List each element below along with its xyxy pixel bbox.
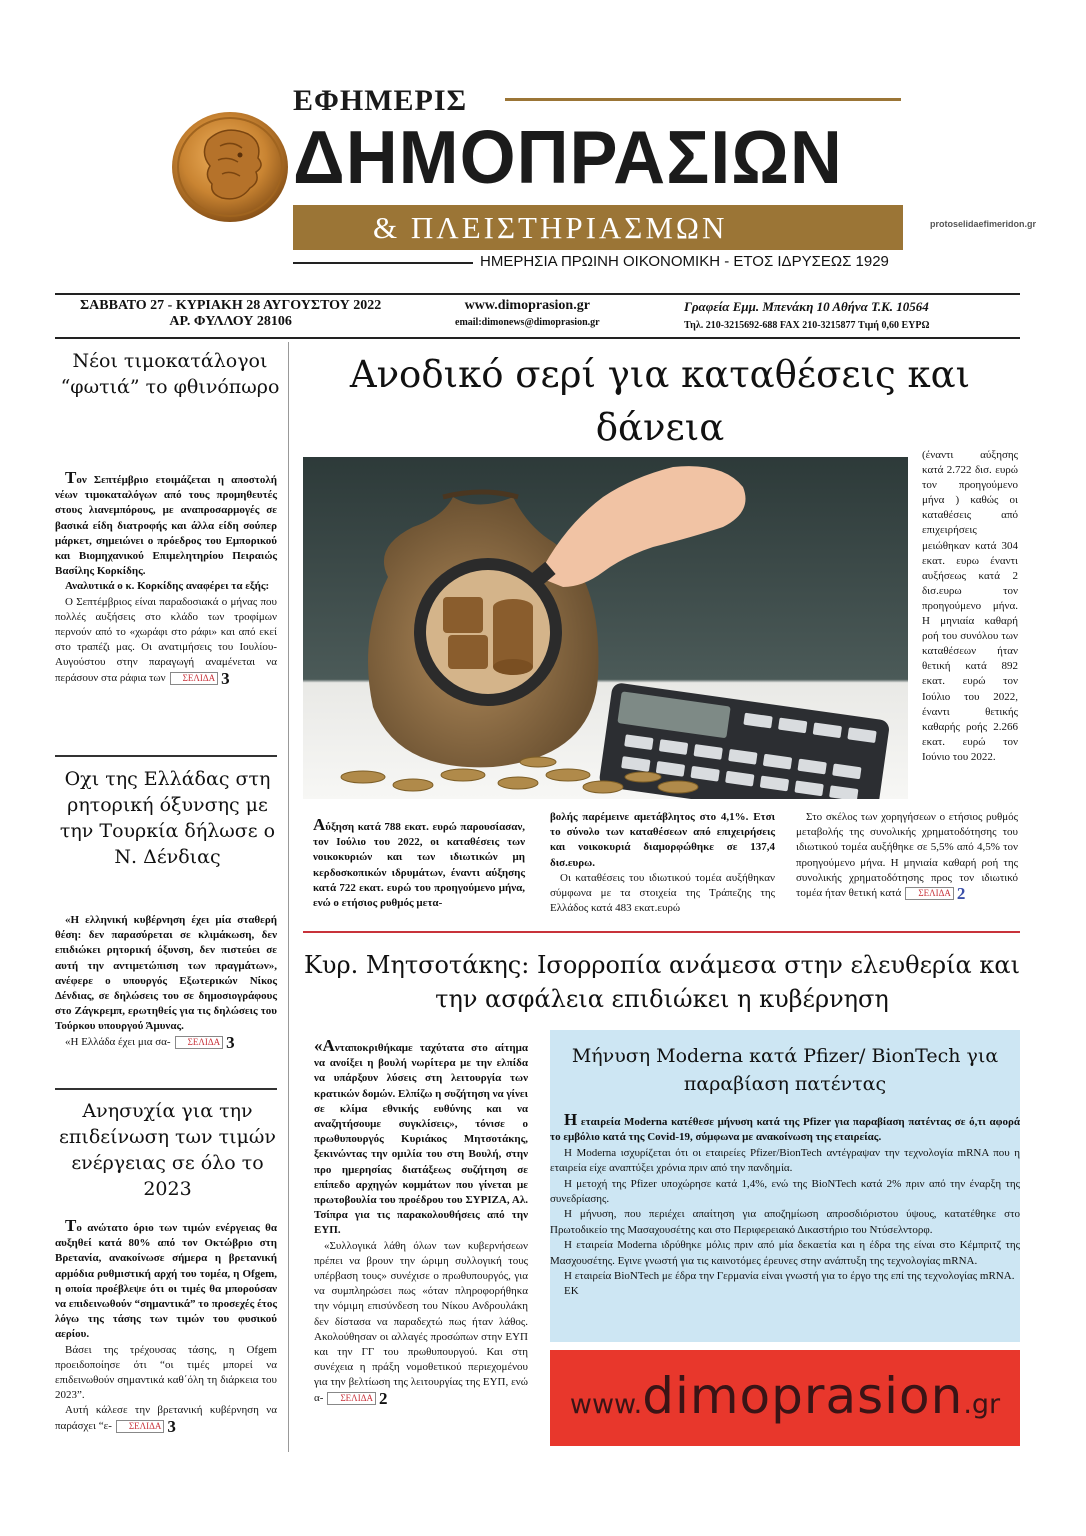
source-watermark: protoselidaefimeridon.gr <box>930 219 1037 229</box>
issue-number: ΑΡ. ΦΥΛΛΟΥ 28106 <box>169 314 292 329</box>
left-divider-1 <box>55 755 277 757</box>
moderna-p2: Η μετοχή της Pfizer υποχώρησε κατά 1,4%, ενώ της BioNTech κατά 2% πριν από την έναρξη της συνεδρίασης. <box>550 1177 1020 1206</box>
left1-p3: Ο Σεπτέμβριος είναι παραδοσιακά ο μήνας που πολλές αυξήσεις στο κλάδο των τροφίμων περνούν από το «χωράφι στο ράφι» και από εκεί στο τραπέζι μας. Οι ανατιμήσεις του Ιουλίου-Αυγούστου στην παραγωγή αναμένεται να περάσουν στα ράφια των <box>55 595 277 684</box>
office-address: Γραφεία Εμμ. Μπενάκη 10 Αθήνα Τ.Κ. 10564 <box>684 299 929 314</box>
main-col-3 <box>796 810 1018 904</box>
mitsotakis-lead: νταποκριθήκαμε ταχύτατα στο αίτημα να ανοίξει η βουλή νωρίτερα με την ελπίδα να υπάρξουν λύσεις στη λειτουργία των κρατικών δομών. Ελπίζω η συζήτηση να γίνει σε κλίμα εθνικής ευθύνης και να αναζητήσουμε συγκλίσεις», τόνισε ο πρωθυπουργός Κυριάκος Μητσοτάκης, ξεκινώντας την ομιλία του στη Βουλή, στην προ ημερησίας διατάξεως συζήτηση σε επίπεδο αρχηγών κομμάτων που γίνεται με πρωτοβουλία του προέδρου του ΣΥΡΙΖΑ, Αλ. Τσίπρα για τις παρακολουθήσεις από την ΕΥΠ. <box>314 1042 528 1237</box>
moderna-article <box>550 1112 1020 1300</box>
main-dropcap: Α <box>313 815 326 834</box>
dimoprasion-ad-banner[interactable] <box>550 1350 1020 1446</box>
mitsotakis-p2: «Συλλογικά λάθη όλων των κυβερνήσεων πρέπει να βρουν την ώριμη συλλογική τους υπέρβαση τους» συνέχισε ο πρωθυπουργός, για να συμπληρώσει πως «όταν πληροφορήθηκα την νόμιμη επισύνδεση του Νίκου Ανδρουλάκη δεν δίστασα να παραδεχτώ πως ήταν λάθος. Ακολούθησαν οι αλλαγές προσώπων στην ΕΥΠ και την ΓΓ του πρωθυπουργού. Και στη συνέχεια η πράξη νομοθετικού περιεχομένου για την βελτίωση της λειτουργίας της ΕΥΠ, ενώ α- <box>314 1239 528 1404</box>
office-block <box>684 298 930 334</box>
ad-name: dimoprasion <box>642 1367 964 1425</box>
mitsotakis-article <box>314 1038 528 1406</box>
office-phone: Τηλ. 210-3215692-688 FAX 210-3215877 Τιμή 0,60 ΕΥΡΩ <box>684 320 930 331</box>
left2-article <box>55 913 277 1050</box>
masthead-title: ΔΗΜΟΠΡΑΣΙΩΝ <box>293 115 843 199</box>
money-bag-photo <box>303 457 908 799</box>
left1-dropcap: Τ <box>65 468 77 487</box>
infobar-top-rule <box>55 293 1020 295</box>
masthead-tagline: ΗΜΕΡΗΣΙΑ ΠΡΩΙΝΗ ΟΙΚΟΝΟΜΙΚΗ - ΕΤΟΣ ΙΔΡΥΣΕΩΣ 1929 <box>480 253 889 270</box>
masthead-ephimeris: ΕΦΗΜΕΡΙΣ <box>293 84 468 117</box>
left3-headline[interactable]: Ανησυχία για την επιδείνωση των τιμών ενέργειας σε όλο το 2023 <box>59 1100 276 1200</box>
website-link[interactable]: www.dimoprasion.gr <box>464 298 590 313</box>
left3-p2: Βάσει της τρέχουσας τάσης, η Ofgem προειδοποίησε ότι “οι τιμές μπορεί να επιδεινωθούν σημαντικά καθ΄όλη τη διάρκεια του 2023”. <box>55 1343 277 1402</box>
page-ref[interactable]: 2 <box>956 884 966 904</box>
moderna-p5: Η εταιρεία BioNTech με έδρα την Γερμανία είναι γνωστή για το έργο της επί της τεχνολογίας mRNA. <box>564 1270 1015 1283</box>
continue-badge[interactable]: ΣΕΛΙΔΑ <box>170 672 219 685</box>
main-col1-text: ύξηση κατά 788 εκατ. ευρώ παρουσίασαν, τον Ιούλιο του 2022, οι καταθέσεις των νοικοκυριών και των ιδιωτικών μη κερδοσκοπικών ιδρυμάτων, έναντι αύξησης κατά 722 εκατ. ευρώ του προηγούμενο μήνα, ενώ ο ετήσιος ρυθμός μετα- <box>313 821 525 910</box>
issue-date <box>80 298 381 330</box>
masthead-subtitle: & ΠΛΕΙΣΤΗΡΙΑΣΜΩΝ <box>293 205 903 250</box>
moderna-p1: Η Moderna ισχυρίζεται ότι οι εταιρείες Pfizer/BionTech αντέγραψαν την τεχνολογία mRNA που η εταιρεία είχε αναπτύξει χρόνια πριν από την πανδημία. <box>550 1146 1020 1175</box>
coin-logo <box>170 110 290 225</box>
main-col3-text: Στο σκέλος των χορηγήσεων ο ετήσιος ρυθμός μεταβολής της συνολικής χρηματοδότησης του ιδιωτικού τομέα αυξήθηκε σε 5,5% από 4,5% τον προηγούμενο μήνα. Η μηνιαία καθαρή ροή της συνολικής χρηματοδότησης προς τον ιδιωτικό τομέα ήταν θετική κατά <box>796 811 1018 900</box>
left1-lead: ον Σεπτέμβριο ετοιμάζεται η αποστολή νέων τιμοκαταλόγων από τους προμηθευτές στους λιανεμπόρους, με αναπροσαρμογές σε βασικά είδη διατροφής και άλλα είδη σούπερ μάρκετ, σημειώνει ο πρόεδρος του Εμπορικού και Βιομηχανικού Επιμελητηρίου Πειραιώς Βασίλης Κορκίδης. <box>55 474 277 578</box>
moderna-box <box>550 1030 1020 1342</box>
left3-p3: Αυτή κάλεσε την βρετανική κυβέρνηση να παράσχει “ε- <box>55 1404 277 1432</box>
infobar-bottom-rule <box>55 337 1020 339</box>
page-ref[interactable]: 3 <box>226 1032 235 1052</box>
ad-text <box>550 1350 1020 1446</box>
ad-www: www. <box>569 1389 643 1420</box>
moderna-dropcap: Η <box>564 1110 578 1129</box>
left1-article <box>55 470 277 686</box>
left2-headline[interactable]: Οχι της Ελλάδας στη ρητορική όξυνσης με την Τουρκία δήλωσε ο Ν. Δένδιας <box>59 768 276 868</box>
continue-badge[interactable]: ΣΕΛΙΔΑ <box>116 1420 165 1433</box>
moderna-headline[interactable]: Μήνυση Moderna κατά Pfizer/ BionTech για παραβίαση πατέντας <box>571 1045 999 1095</box>
continue-badge[interactable]: ΣΕΛΙΔΑ <box>327 1392 376 1405</box>
main-headline[interactable]: Ανοδικό σερί για καταθέσεις και δάνεια <box>349 353 971 449</box>
moderna-p3: Η μήνυση, που περιέχει απαίτηση για αποζημίωση απροσδιόριστου ύψους, κατατέθηκε στο Πρωτοδικείο της Μασαχουσέτης και στο Περιφερειακό Δικαστήριο του Ντύσελντορφ. <box>550 1208 1020 1236</box>
left1-headline[interactable]: Νέοι τιμοκατάλογοι “φωτιά” το φθινόπωρο <box>60 350 280 398</box>
left-divider-2 <box>55 1088 277 1090</box>
date-text: ΣΑΒΒΑΤΟ 27 - ΚΥΡΙΑΚΗ 28 ΑΥΓΟΥΣΤΟΥ 2022 <box>80 298 382 313</box>
mitsotakis-dropcap: «Α <box>314 1036 335 1055</box>
continue-badge[interactable]: ΣΕΛΙΔΑ <box>905 887 954 900</box>
page-ref[interactable]: 3 <box>167 1416 176 1436</box>
page-ref[interactable]: 3 <box>221 668 230 688</box>
left3-dropcap: Τ <box>65 1216 77 1235</box>
main-col-1 <box>313 817 525 911</box>
main-col2a: βολής παρέμεινε αμετάβλητος στο 4,1%. Ετσι το σύνολο των καταθέσεων από επιχειρήσεις και νοικοκυριά διαμορφώθηκε σε 137,4 δισ.ευρω. <box>550 811 775 869</box>
ad-tld: .gr <box>963 1389 1001 1420</box>
page-ref[interactable]: 2 <box>378 1388 388 1408</box>
moderna-lead: εταιρεία Moderna κατέθεσε μήνυση κατά της Pfizer για παραβίαση πατέντας σε ό,τι αφορά το εμβόλιο κατά της Covid-19, σύμφωνα με ανακοίνωση της εταιρείας. <box>550 1116 1020 1144</box>
left2-lead: «Η ελληνική κυβέρνηση έχει μία σταθερή θέση: δεν παρασύρεται σε κλιμάκωση, δεν επιδιώκει ρητορική όξυνση, δεν πιστεύει σε αυτή την αντιμετώπιση των πραγμάτων», ανέφερε ο υπουργός Εξωτερικών Νίκος Δένδιας, σε δηλώσεις του σε δημοσιογράφους στο Ζάγκρεμπ, ερωτηθείς για τις δηλώσεις του Τούρκου υπουργού Άμυνας. <box>55 914 277 1033</box>
red-divider <box>303 931 1020 933</box>
masthead-rule <box>505 98 901 101</box>
mitsotakis-headline[interactable]: Κυρ. Μητσοτάκης: Ισορροπία ανάμεσα στην ελευθερία και την ασφάλεια επιδιώκει η κυβέρνηση <box>303 951 1020 1013</box>
main-col-2 <box>550 810 775 916</box>
main-side-column: (έναντι αύξησης κατά 2.722 δισ. ευρώ τον προηγούμενο μήνα ) καθώς οι καταθέσεις από επιχειρήσεις μειώθηκαν κατά 304 εκατ. ευρω έναντι αυξήσεως κατά 2 δισ.ευρω τον προηγούμενο μήνα. Η μηνιαία καθαρή ροή του συνόλου των καταθέσεων ήταν θετική κατά 892 εκατ. ευρώ τον Ιούλιο του 2022, έναντι θετικής καθαρής ροής 2.266 εκατ. ευρώ τον Ιούνιο του 2022. <box>922 449 1018 763</box>
column-divider <box>288 342 289 1452</box>
continue-badge[interactable]: ΣΕΛΙΔΑ <box>175 1036 224 1049</box>
main-col2b: Οι καταθέσεις του ιδιωτικού τομέα αυξήθηκαν σύμφωνα με τα στοιχεία της Τράπεζης της Ελλάδος κατά 483 εκατ.ευρώ <box>550 871 775 915</box>
website-block <box>455 298 600 331</box>
left2-p2: «Η Ελλάδα έχει μια σα- <box>65 1035 171 1048</box>
left3-article <box>55 1218 277 1434</box>
left1-p2: Αναλυτικά ο κ. Κορκίδης αναφέρει τα εξής: <box>65 580 270 593</box>
moderna-p4: Η εταιρεία Moderna ιδρύθηκε μόλις πριν από μία δεκαετία και η έδρα της είναι στο Κέμπριτζ της Μασχουσέτης. Εγινε γνωστή για τις καινοτόμες έρευνες στην ανάπτυξη της τεχνολογίας mRNA. <box>550 1239 1020 1267</box>
moderna-signature: ΕΚ <box>564 1285 579 1298</box>
left3-lead: ο ανώτατο όριο των τιμών ενέργειας θα αυξηθεί κατά 80% από τον Οκτώβριο στη Βρετανία, ανακοίνωσε σήμερα η βρετανική αρμόδια ρυθμιστική αρχή του τομέα, η Ofgem, η οποία προέβλεψε ότι οι τιμές θα μπορούσαν να επιδεινωθούν “σημαντικά” το προσεχές έτος λόγω της τάσης των τιμών του φυσικού αερίου. <box>55 1222 277 1341</box>
tagline-rule <box>293 262 473 264</box>
email-link[interactable]: email:dimonews@dimoprasion.gr <box>455 317 600 328</box>
